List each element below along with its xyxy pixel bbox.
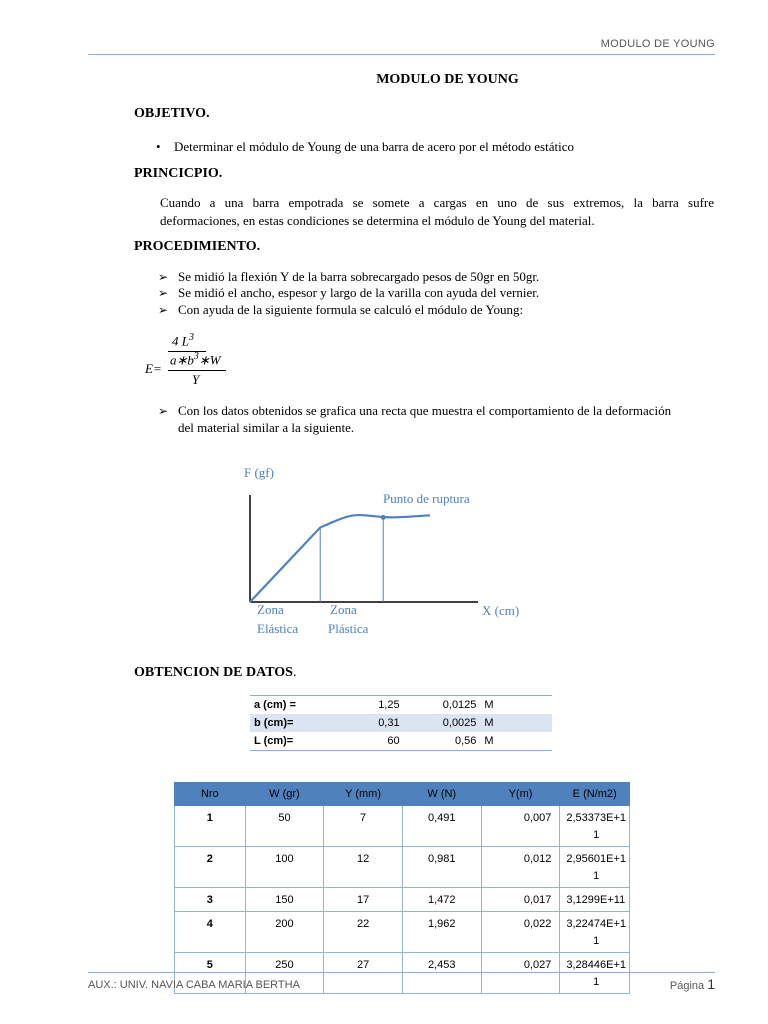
footer-author: AUX.: UNIV. NAVIA CABA MARIA BERTHA <box>88 979 300 991</box>
bullet-dot-icon: • <box>156 139 161 154</box>
formula-num-top: 4 $L^3$ <box>172 332 194 349</box>
table-row: 3 150 17 1,472 0,017 3,1299E+11 <box>175 888 630 912</box>
rupture-annotation: Punto de ruptura <box>383 491 470 506</box>
x-axis-label: X (cm) <box>482 603 520 618</box>
arrow-bullet-icon: ➢ <box>158 303 169 317</box>
principio-heading: PRINCICPIO. <box>134 166 223 181</box>
header-rule <box>88 54 715 55</box>
step-1: ➢ Se midió la flexión Y de la barra sobrecargado pesos de 50gr en 50gr. <box>158 267 539 287</box>
zone-elastic-line1: Zona <box>257 602 284 617</box>
table-row: 5 250 27 2,453 0,027 3,28446E+1 1 <box>175 953 630 994</box>
formula-lhs: E= <box>145 361 162 376</box>
principio-line-1: Cuando a una barra empotrada se somete a cargas en uno de sus extremos, la barra sufre <box>160 195 714 210</box>
formula-main-bar <box>168 370 226 371</box>
step-4: ➢ Con los datos obtenidos se grafica una recta que muestra el comportamiento de la deformación <box>158 401 671 421</box>
footer-page: Página 1 <box>669 976 715 992</box>
zone-plastic-line1: Zona <box>330 602 357 617</box>
objetivo-heading: OBJETIVO. <box>134 106 210 121</box>
table-row: a (cm) = 1,25 0,0125 M <box>254 699 494 711</box>
footer-rule <box>88 972 715 973</box>
procedimiento-heading: PROCEDIMIENTO. <box>134 239 261 254</box>
table-header-row: Nro W (gr) Y (mm) W (N) Y(m) E (N/m2) <box>175 783 630 806</box>
dimensions-table <box>250 695 552 751</box>
stress-strain-chart <box>230 460 550 645</box>
stress-strain-curve <box>250 515 430 602</box>
step-3: ➢ Con ayuda de la siguiente formula se calculó el módulo de Young: <box>158 300 523 320</box>
y-axis-label: F (gf) <box>244 465 274 480</box>
measurements-table <box>174 782 630 994</box>
principio-line-2: deformaciones, en estas condiciones se determina el módulo de Young del material. <box>160 213 595 228</box>
document-title: MODULO DE YOUNG <box>376 72 519 87</box>
arrow-bullet-icon: ➢ <box>158 270 169 284</box>
formula-num-bottom: $a∗b^3∗W$ <box>170 351 221 368</box>
arrow-bullet-icon: ➢ <box>158 286 169 300</box>
table-row: 4 200 22 1,962 0,022 3,22474E+1 1 <box>175 912 630 953</box>
rupture-point <box>381 515 386 520</box>
step-4-cont: del material similar a la siguiente. <box>178 420 355 435</box>
table-row: L (cm)= 60 0,56 M <box>254 735 494 747</box>
table-row: 2 100 12 0,981 0,012 2,95601E+1 1 <box>175 847 630 888</box>
formula-denominator: Y <box>192 372 200 387</box>
arrow-bullet-icon: ➢ <box>158 404 169 418</box>
running-header: MODULO DE YOUNG <box>600 38 715 50</box>
zone-elastic-line2: Elástica <box>257 621 299 636</box>
obtencion-heading: OBTENCION DE DATOS. <box>134 665 297 680</box>
objetivo-bullet: • Determinar el módulo de Young de una barra de acero por el método estático <box>156 139 574 154</box>
step-2: ➢ Se midió el ancho, espesor y largo de la varilla con ayuda del vernier. <box>158 283 539 303</box>
table-row: b (cm)= 0,31 0,0025 M <box>250 714 552 732</box>
table-row: 1 50 7 0,491 0,007 2,53373E+1 1 <box>175 806 630 847</box>
zone-plastic-line2: Plástica <box>328 621 369 636</box>
